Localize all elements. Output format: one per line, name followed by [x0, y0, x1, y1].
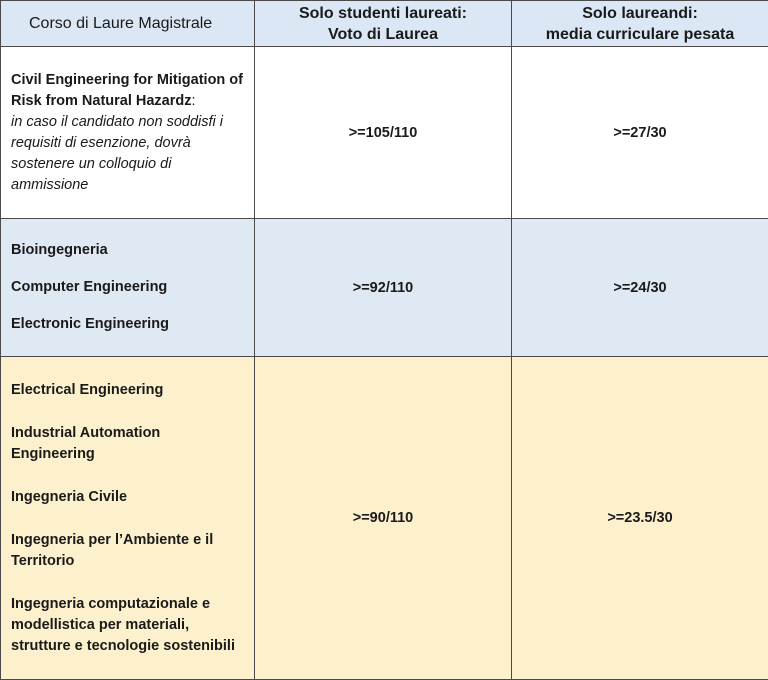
header-graduate-line2: Voto di Laurea: [328, 25, 438, 43]
course-electrical-engineering: Electrical Engineering: [11, 381, 164, 398]
header-undergrad-line2: media curriculare pesata: [545, 25, 735, 43]
course-ingegneria-civile: Ingegneria Civile: [11, 488, 128, 505]
course-ingegneria-ambiente: Ingegneria per l’Ambiente e il Territorio: [11, 531, 214, 569]
course-title: [11, 70, 244, 112]
graduate-grade-value: >=92/110: [255, 219, 512, 357]
course-electronic-engineering: Electronic Engineering: [11, 316, 169, 332]
header-course: [1, 1, 255, 47]
graduate-grade-value: >=105/110: [255, 47, 512, 219]
course-list: [11, 240, 244, 335]
course-industrial-automation: Industrial Automation Engineering: [11, 424, 161, 462]
course-cell: [1, 47, 255, 219]
course-cell: [1, 357, 255, 680]
header-undergrad-line1: Solo laureandi:: [582, 4, 698, 22]
course-cell: [1, 219, 255, 357]
table-row: [1, 47, 768, 219]
header-graduate-grade: [255, 1, 512, 47]
course-computer-engineering: Computer Engineering: [11, 279, 168, 295]
course-bioingegneria: Bioingegneria: [11, 242, 108, 258]
course-note: in caso il candidato non soddisfi i requisiti di esenzione, dovrà sostenere un colloquio di ammissione: [11, 113, 223, 193]
header-undergrad-average: [512, 1, 768, 47]
undergrad-average-value: >=24/30: [512, 219, 768, 357]
undergrad-average-value: >=23.5/30: [512, 357, 768, 680]
course-title-text: Civil Engineering for Mitigation of Risk from Natural Hazardz: [11, 71, 243, 109]
table-row: [1, 219, 768, 357]
course-ingegneria-computazionale: Ingegneria computazionale e modellistica per materiali, strutture e tecnologie sostenibili: [11, 595, 235, 654]
table-row: [1, 357, 768, 680]
course-list: [11, 380, 244, 657]
table-header-row: [1, 1, 768, 47]
course-title-colon: :: [191, 92, 196, 109]
undergrad-average-value: >=27/30: [512, 47, 768, 219]
header-graduate-line1: Solo studenti laureati:: [298, 4, 467, 22]
graduate-grade-value: >=90/110: [255, 357, 512, 680]
header-course-label: Corso di Laure Magistrale: [29, 15, 213, 32]
